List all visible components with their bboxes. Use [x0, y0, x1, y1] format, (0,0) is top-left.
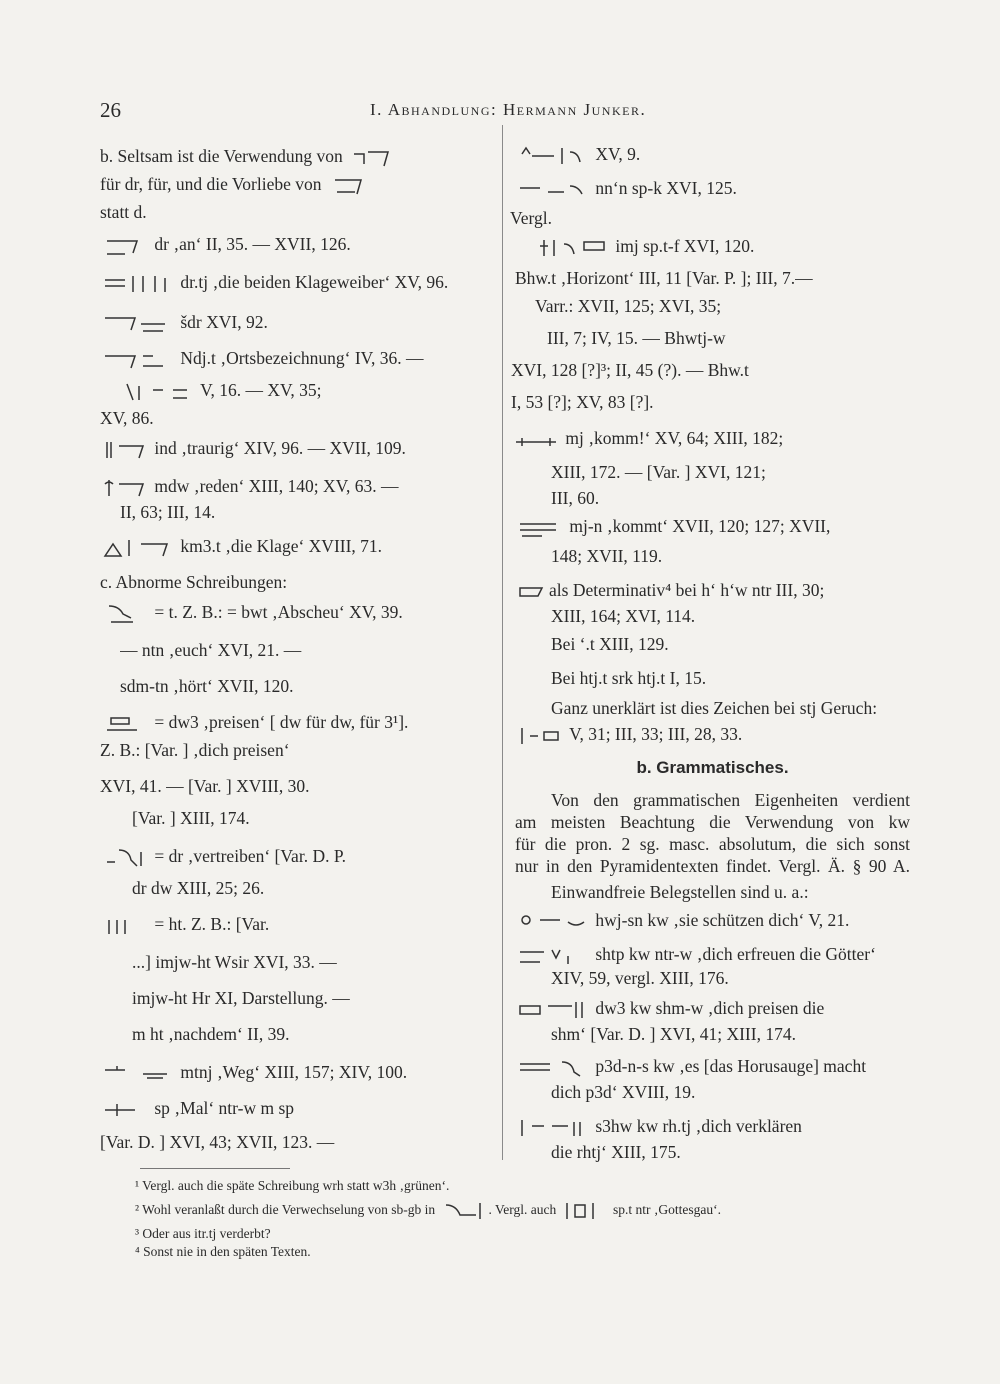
left-line: šdr XVI, 92. [100, 310, 490, 334]
left-line: imjw-ht Hr XI, Darstellung. — [132, 988, 350, 1008]
hieroglyph-icon [103, 538, 173, 558]
right-line: XVI, 128 [?]³; II, 45 (?). — Bhw.t [511, 360, 749, 380]
right-line: 148; XVII, 119. [551, 546, 663, 566]
right-line: shm‘ [Var. D. ] XVI, 41; XIII, 174. [551, 1024, 796, 1044]
left-line: [Var. D. ] XVI, 43; XVII, 123. — [100, 1132, 335, 1152]
right-line: XIV, 59, vergl. XIII, 176. [551, 968, 729, 988]
running-head: I. Abhandlung: Hermann Junker. [370, 100, 647, 119]
left-line: km3.t ‚die Klage‘ XVIII, 71. [100, 534, 490, 558]
hieroglyph-icon [518, 146, 588, 166]
left-line: XVI, 41. — [Var. ] XVIII, 30. [100, 776, 310, 796]
left-line: c. Abnorme Schreibungen: [100, 572, 288, 592]
right-line: hwj-sn kw ‚sie schützen dich‘ V, 21. [515, 908, 910, 932]
right-line: Einwandfreie Belegstellen sind u. a.: [551, 882, 809, 902]
hieroglyph-icon [329, 176, 373, 196]
left-line: [Var. ] XIII, 174. [132, 808, 250, 828]
right-line: nur in den Pyramidentexten findet. Vergl. Ä. § 90 A. [515, 856, 910, 876]
hieroglyph-icon [103, 1100, 147, 1120]
hieroglyph-icon [103, 274, 173, 294]
left-line: sdm-tn ‚hört‘ XVII, 120. [120, 676, 294, 696]
right-line: shtp kw ntr-w ‚dich erfreuen die Götter‘ [515, 942, 910, 966]
left-line: dr.tj ‚die beiden Klageweiber‘ XV, 96. [100, 270, 490, 294]
left-line: XV, 86. [100, 408, 154, 428]
left-line: — ntn ‚euch‘ XVI, 21. — [120, 640, 302, 660]
right-line: XIII, 164; XVI, 114. [551, 606, 696, 626]
hieroglyph-icon [518, 582, 546, 602]
left-line: = dr ‚vertreiben‘ [Var. D. P. [100, 844, 490, 868]
left-line: ind ‚traurig‘ XIV, 96. — XVII, 109. [100, 436, 490, 460]
hieroglyph-icon [518, 726, 562, 746]
column-divider [502, 125, 503, 1160]
footnote-1: ¹ Vergl. auch die späte Schreibung wrh statt w3h ‚grünen‘. [135, 1178, 450, 1193]
left-line: Z. B.: [Var. ] ‚dich preisen‘ [100, 740, 290, 760]
left-line: statt d. [100, 202, 147, 222]
right-line: am meisten Beachtung die Verwendung von kw [515, 812, 910, 832]
right-line: Von den grammatischen Eigenheiten verdient [551, 790, 910, 810]
right-line: III, 7; IV, 15. — Bhwtj-w [547, 328, 726, 348]
hieroglyph-icon [103, 714, 147, 734]
right-line: Bei ‘.t XIII, 129. [551, 634, 669, 654]
left-line: Ndj.t ‚Ortsbezeichnung‘ IV, 36. — [100, 346, 490, 370]
hieroglyph-icon [103, 350, 173, 370]
right-line: mj ‚komm!‘ XV, 64; XIII, 182; [511, 426, 910, 450]
left-line: dr dw XIII, 25; 26. [132, 878, 265, 898]
left-line: = dw3 ‚preisen‘ [ dw für dw, für 3¹]. [100, 710, 490, 734]
right-line: dw3 kw shm-w ‚dich preisen die [515, 996, 910, 1020]
right-line: dich p3d‘ XVIII, 19. [551, 1082, 696, 1102]
left-line: mdw ‚reden‘ XIII, 140; XV, 63. — [100, 474, 490, 498]
hieroglyph-icon [103, 916, 147, 936]
left-line: ...] imjw-ht Wsir XVI, 33. — [132, 952, 337, 972]
right-line: mj-n ‚kommt‘ XVII, 120; 127; XVII, [515, 514, 910, 538]
left-line: V, 16. — XV, 35; [120, 378, 490, 402]
section-heading: b. Grammatisches. [636, 758, 789, 777]
hieroglyph-icon [518, 912, 588, 932]
right-line: für die pron. 2 sg. masc. absolutum, die sich sonst [515, 834, 910, 854]
left-line: = t. Z. B.: = bwt ‚Abscheu‘ XV, 39. [100, 600, 490, 624]
right-line: Ganz unerklärt ist dies Zeichen bei stj Geruch: [551, 698, 878, 718]
right-line: III, 60. [551, 488, 600, 508]
footnote-4: ⁴ Sonst nie in den späten Texten. [135, 1244, 311, 1259]
right-line: als Determinativ⁴ bei h‘ h‘w ntr III, 30; [515, 578, 910, 602]
right-line: Bei htj.t srk htj.t I, 15. [551, 668, 707, 688]
right-line: p3d-n-s kw ‚es [das Horusauge] macht [515, 1054, 910, 1078]
hieroglyph-icon [103, 440, 147, 460]
left-line: II, 63; III, 14. [120, 502, 216, 522]
hieroglyph-icon [518, 946, 588, 966]
hieroglyph-icon [518, 1118, 588, 1138]
hieroglyph-icon [518, 1000, 588, 1020]
hieroglyph-icon [103, 236, 147, 256]
hieroglyph-icon [350, 148, 394, 168]
right-line: Varr.: XVII, 125; XVI, 35; [535, 296, 722, 316]
page-header [100, 98, 910, 124]
left-line: dr ‚an‘ II, 35. — XVII, 126. [100, 232, 490, 256]
hieroglyph-icon [518, 518, 562, 538]
right-line: nn‘n sp-k XVI, 125. [515, 176, 910, 200]
hieroglyph-icon [514, 430, 558, 450]
hieroglyph-icon [103, 604, 147, 624]
hieroglyph-icon [563, 1201, 607, 1221]
right-line: XV, 9. [515, 142, 910, 166]
hieroglyph-icon [518, 180, 588, 200]
hieroglyph-icon [103, 1064, 173, 1084]
hieroglyph-icon [442, 1201, 486, 1221]
footnote-divider [140, 1168, 290, 1169]
left-line: sp ‚Mal‘ ntr-w m sp [100, 1096, 490, 1120]
hieroglyph-icon [103, 848, 147, 868]
right-line: Vergl. [510, 208, 552, 228]
right-line: die rhtj‘ XIII, 175. [551, 1142, 681, 1162]
footnote-3: ³ Oder aus itr.tj verderbt? [135, 1226, 271, 1241]
right-line: imj sp.t-f XVI, 120. [535, 234, 910, 258]
left-line: = ht. Z. B.: [Var. [100, 912, 490, 936]
right-line: V, 31; III, 33; III, 28, 33. [515, 722, 910, 746]
right-line: I, 53 [?]; XV, 83 [?]. [511, 392, 654, 412]
hieroglyph-icon [103, 314, 173, 334]
right-line: s3hw kw rh.tj ‚dich verklären [515, 1114, 910, 1138]
left-line: m ht ‚nachdem‘ II, 39. [132, 1024, 290, 1044]
footnote-2: ² Wohl veranlaßt durch die Verwechselung von sb-gb in . Vergl. auch sp.t ntr ‚Gottesgau‘. [135, 1200, 721, 1220]
left-line: b. Seltsam ist die Verwendung von [100, 144, 490, 168]
page-number: 26 [100, 98, 121, 122]
hieroglyph-icon [123, 382, 193, 402]
right-line: Bhw.t ‚Horizont‘ III, 11 [Var. P. ]; III, 7.— [515, 268, 813, 288]
hieroglyph-icon [538, 238, 608, 258]
right-line: XIII, 172. — [Var. ] XVI, 121; [551, 462, 766, 482]
left-line: für dr, für, und die Vorliebe von [100, 172, 490, 196]
left-line: mtnj ‚Weg‘ XIII, 157; XIV, 100. [100, 1060, 490, 1084]
hieroglyph-icon [518, 1058, 588, 1078]
hieroglyph-icon [103, 478, 147, 498]
